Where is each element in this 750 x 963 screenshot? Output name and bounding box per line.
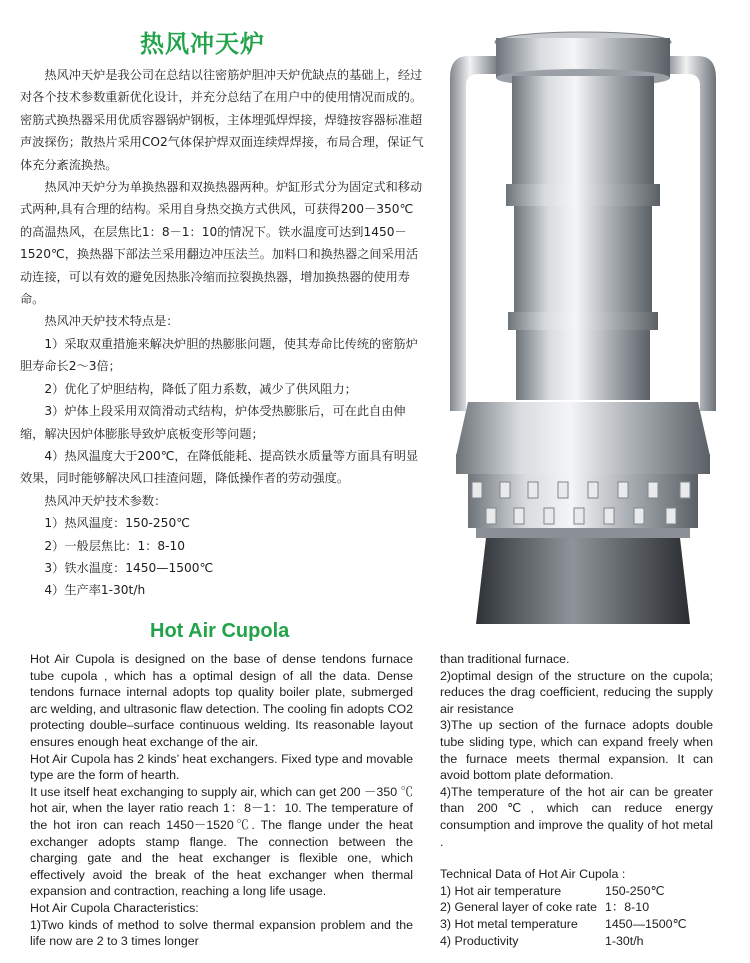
cn-features-heading: 热风冲天炉技术特点是： <box>44 314 179 329</box>
right-air-pipe <box>666 56 716 411</box>
cn-feature-item: 1）采取双重措施来解决炉胆的热膨胀问题，使其寿命比传统的密筋炉胆寿命长2～3倍； <box>20 336 418 374</box>
spec-label: 2) General layer of coke rate <box>440 900 598 915</box>
spec-row <box>440 899 713 916</box>
page-title-en: Hot Air Cupola <box>150 620 290 642</box>
cn-param-item: 3）铁水温度：1450—1500℃ <box>44 560 214 575</box>
cn-feature-item: 3）炉体上段采用双筒滑动式结构，炉体受热膨胀后，可在此自由伸缩，解决因炉体膨胀导致炉底板变形等问题； <box>20 404 406 441</box>
spec-row <box>440 916 713 933</box>
en-paragraph: Hot Air Cupola is designed on the base of dense tendons furnace tube cupola , which has a optimal design of all the data. Dense tendons furnace internal adopts top quality boiler plate, submerged arc welding, and ultrasonic flaw detection. The cooling fin adopts CO2 protecting double–surface continuous welding. Its reasonable layout ensures enough heat exchange of the air. <box>30 652 413 749</box>
cn-paragraph-structure: 热风冲天炉分为单换热器和双换热器两种。炉缸形式分为固定式和移动式两种,具有合理的结构。采用自身热交换方式供风，可获得200－350℃的高温热风，在层焦比1：8－1：10的情况下。铁水温度可达到1450－1520℃，换热器下部法兰采用翻边冲压法兰。加料口和换热器之间采用活动连接，可以有效的避免因热胀冷缩而拉裂换热器，增加换热器的使用寿命。 <box>20 180 423 307</box>
en-characteristic-item: than traditional furnace. <box>440 652 570 666</box>
cupola-furnace-photo <box>428 16 738 624</box>
en-characteristic-item: 2)optimal design of the structure on the cupola; reduces the drag coefficient, reducing the supply air resistance <box>440 668 713 716</box>
cn-params-heading: 热风冲天炉技术参数： <box>44 493 167 508</box>
english-description-right <box>440 651 713 949</box>
spec-label: 1) Hot air temperature <box>440 883 562 898</box>
cn-feature-item: 4）热风温度大于200℃，在降低能耗、提高铁水质量等方面具有明显效果，同时能够解决风口挂渣问题，降低操作者的劳动强度。 <box>20 448 419 486</box>
cn-paragraph-intro: 热风冲天炉是我公司在总结以往密筋炉胆冲天炉优缺点的基础上，经过对各个技术参数重新优化设计，并充分总结了在用户中的使用情况而成的。密筋式换热器采用优质容器锅炉钢板，主体埋弧焊焊接，焊缝按容器标准超声波探伤；散热片采用CO2气体保护焊双面连续焊焊接，布局合理，保证气体充分紊流换热。 <box>20 68 424 172</box>
en-paragraph: It use itself heat exchanging to supply air, which can get 200 －350 ℃ hot air, when the layer ratio reach 1：8－1：10. The temperature of the hot iron can reach 1450－1520℃. The flange under the heat exchanger adopts stamp flange. The connection between the charging gate and the heat exchanger is flexible one, which effectively avoid the break of the heat exchanger when thermal expansion and contraction, reaching a long life usage. <box>30 784 413 899</box>
cn-param-item: 2）一般层焦比：1：8-10 <box>44 538 186 553</box>
en-characteristic-item: 4)The temperature of the hot air can be greater than 200℃, which can reduce energy consumption and improve the quality of hot metal . <box>440 784 713 849</box>
en-characteristic-item: 1)Two kinds of method to solve thermal expansion problem and the life now are 2 to 3 times longer <box>30 917 413 949</box>
page-title-cn: 热风冲天炉 <box>140 30 265 58</box>
cn-param-item: 1）热风温度：150-250℃ <box>44 516 190 531</box>
spec-value: 1450—1500℃ <box>605 916 687 931</box>
en-tech-heading: Technical Data of Hot Air Cupola : <box>440 867 626 882</box>
chinese-description <box>20 64 425 602</box>
left-air-pipe <box>450 56 500 411</box>
spec-row <box>440 883 713 900</box>
spec-value: 1：8-10 <box>605 900 650 915</box>
english-description-left <box>30 651 413 950</box>
spec-row <box>440 933 713 950</box>
en-paragraph: Hot Air Cupola has 2 kinds’ heat exchangers. Fixed type and movable type are the form of hearth. <box>30 751 413 783</box>
en-characteristic-item: 3)The up section of the furnace adopts double tube sliding type, which can expand freely when the furnace meets thermal expansion. It can avoid bottom plate deformation. <box>440 718 713 783</box>
en-characteristics-heading: Hot Air Cupola Characteristics: <box>30 900 199 915</box>
spec-value: 150-250℃ <box>605 883 665 898</box>
spec-label: 4) Productivity <box>440 933 519 948</box>
cn-feature-item: 2）优化了炉胆结构，降低了阻力系数，减少了供风阻力； <box>44 381 357 396</box>
cn-param-item: 4）生产率1-30t/h <box>44 583 146 598</box>
spec-value: 1-30t/h <box>605 933 644 948</box>
spec-label: 3) Hot metal temperature <box>440 916 578 931</box>
